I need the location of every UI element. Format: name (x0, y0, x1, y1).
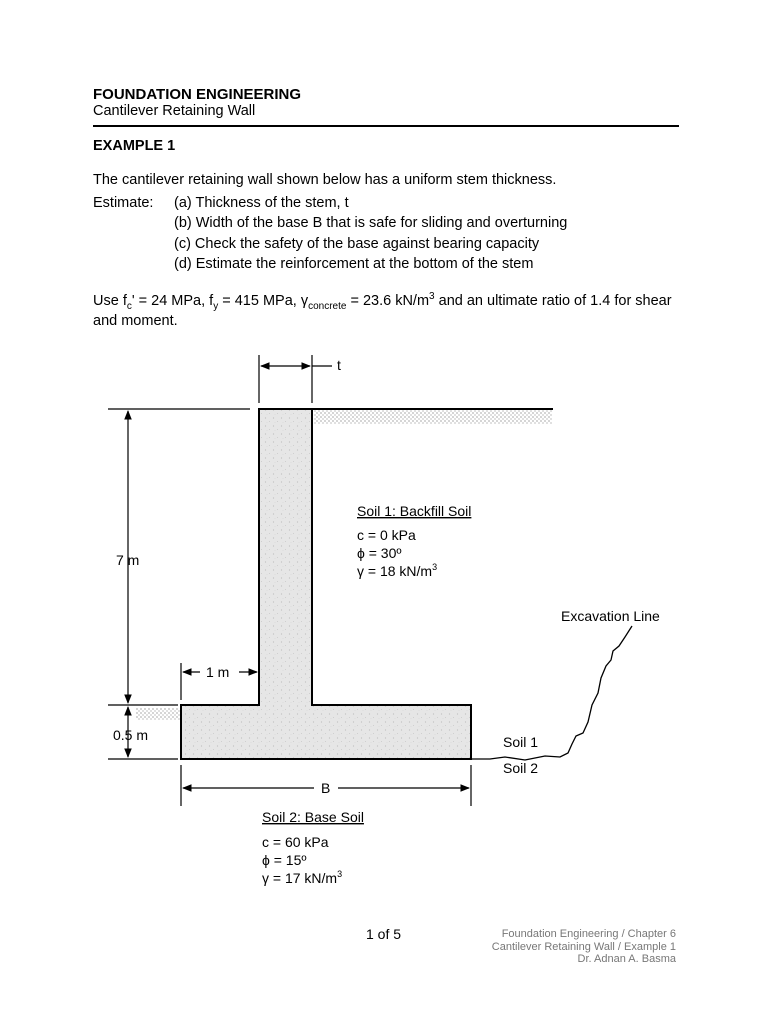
soil2-title: Soil 2: Base Soil (262, 809, 364, 825)
given-parameters: Use $f_c' = 24$ MPa, $f_y = 415$ MPa, $\gamma_{concrete} = 23.6$ $kN/m^3$ and an ultimate ratio of 1.4 for shear and moment. (93, 291, 672, 329)
soil1-marker: Soil 1 (503, 734, 539, 750)
retaining-wall-diagram (0, 340, 768, 900)
base-width-label: B (321, 780, 331, 796)
excavation-line-label: Excavation Line (561, 608, 660, 624)
soil1-friction-angle: ϕ = 30º (357, 545, 402, 561)
header-divider (93, 125, 679, 127)
footer-line: Dr. Adnan A. Basma (577, 953, 676, 965)
height-label: 7 m (116, 552, 140, 568)
page-number: 1 of 5 (366, 926, 402, 942)
soil1-title: Soil 1: Backfill Soil (357, 503, 472, 519)
soil2-marker: Soil 2 (503, 760, 539, 776)
backfill-surface-hatch (314, 410, 552, 424)
soil2-unit-weight: γ = 17 $kN/m^3$ (262, 869, 343, 886)
estimate-label: Estimate: (93, 195, 154, 211)
task-item: (d) Estimate the reinforcement at the bottom of the stem (174, 255, 534, 272)
example-title: EXAMPLE 1 (93, 138, 176, 154)
soil1-unit-weight: γ = 18 $kN/m^3$ (357, 562, 438, 579)
problem-intro: The cantilever retaining wall shown below has a uniform stem thickness. (93, 172, 557, 188)
retaining-wall-body (181, 409, 471, 759)
footer-line: Cantilever Retaining Wall / Example 1 (491, 940, 676, 953)
soil1-cohesion: c = 0 kPa (357, 527, 416, 543)
soil2-cohesion: c = 60 kPa (262, 834, 329, 850)
task-item: (b) Width of the base B that is safe for sliding and overturning (174, 215, 568, 232)
course-title: FOUNDATION ENGINEERING (93, 86, 302, 103)
task-item: (c) Check the safety of the base against bearing capacity (174, 235, 540, 252)
soil2-friction-angle: ϕ = 15º (262, 852, 307, 868)
topic-subtitle: Cantilever Retaining Wall (93, 103, 256, 119)
footer-info (492, 928, 676, 966)
toe-soil-hatch (136, 708, 180, 720)
footer-line: Foundation Engineering / Chapter 6 (501, 928, 676, 940)
task-list (174, 193, 567, 274)
task-item: (a) Thickness of the stem, t (174, 195, 349, 211)
excavation-line (471, 626, 632, 760)
base-thickness-label: 0.5 m (113, 727, 149, 743)
toe-width-label: 1 m (206, 664, 230, 680)
t-label: t (337, 357, 341, 373)
